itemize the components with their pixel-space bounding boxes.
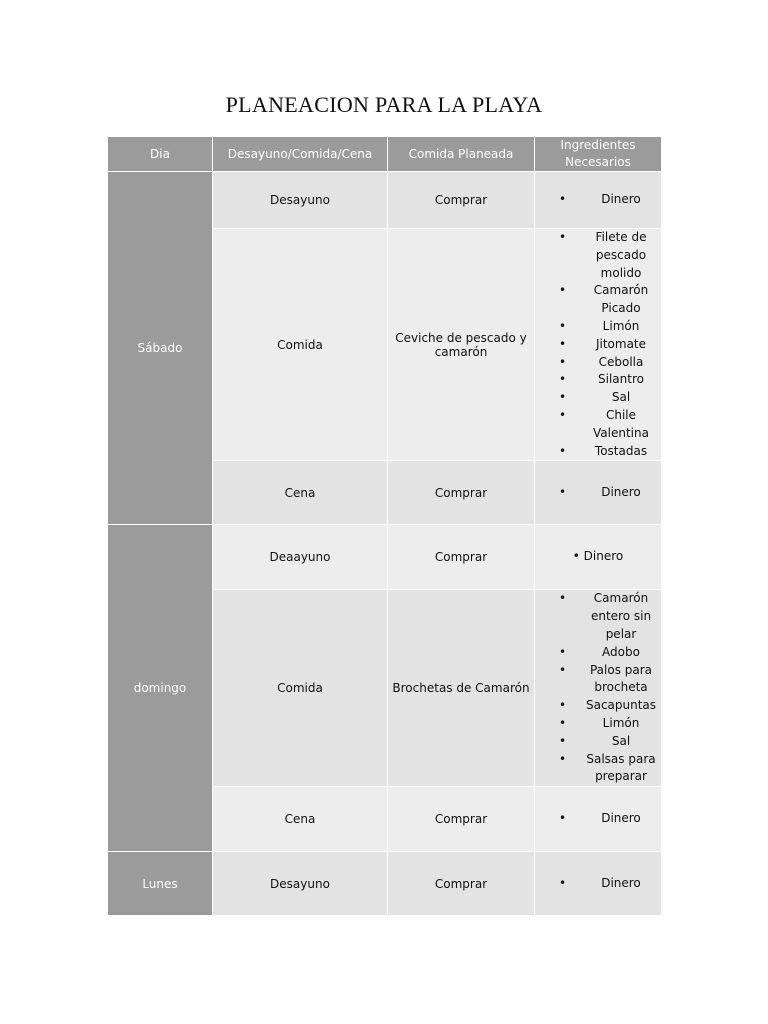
planned-meal-line2: camarón — [434, 344, 488, 359]
header-ingredients — [535, 137, 662, 172]
ingredients-cell — [535, 229, 662, 461]
header-ingredients-line1: Ingredientes — [560, 138, 636, 152]
meal-type-cell: Desayuno — [213, 852, 388, 916]
ingredient-item: • Jitomate — [539, 336, 657, 354]
ingredient-item: • Dinero — [539, 875, 657, 893]
header-meal-type: Desayuno/Comida/Cena — [213, 137, 388, 172]
ingredients-cell — [535, 852, 662, 916]
header-row — [108, 137, 662, 172]
ingredient-item: • Dinero — [539, 484, 657, 502]
meal-type-cell: Cena — [213, 787, 388, 852]
ingredient-item: • Sal — [539, 389, 657, 407]
ingredient-item: • Tostadas — [539, 443, 657, 461]
header-dia: Dia — [108, 137, 213, 172]
ingredients-cell — [535, 787, 662, 852]
ingredient-item: • Chile Valentina — [539, 407, 657, 443]
ingredient-item: • Palos para brocheta — [539, 662, 657, 698]
planned-meal-cell: Brochetas de Camarón — [388, 590, 535, 787]
day-cell-sabado: Sábado — [108, 172, 213, 525]
ingredient-item: • Sacapuntas — [539, 697, 657, 715]
ingredient-list — [539, 810, 657, 828]
ingredients-cell — [535, 590, 662, 787]
ingredient-item: • Dinero — [539, 810, 657, 828]
planned-meal-line1: Ceviche de pescado y — [395, 330, 527, 345]
planned-meal-cell — [388, 229, 535, 461]
meal-type-cell: Cena — [213, 461, 388, 525]
ingredient-item: • Cebolla — [539, 354, 657, 372]
meal-type-cell: Comida — [213, 229, 388, 461]
ingredients-cell — [535, 525, 662, 590]
ingredient-item: • Dinero — [539, 191, 657, 209]
meal-type-cell: Comida — [213, 590, 388, 787]
planned-meal-cell: Comprar — [388, 525, 535, 590]
day-cell-domingo: domingo — [108, 525, 213, 852]
ingredient-item: • Camarón entero sin pelar — [539, 590, 657, 643]
ingredient-item: • Limón — [539, 318, 657, 336]
meal-plan-table — [107, 136, 662, 916]
meal-type-cell: Deaayuno — [213, 525, 388, 590]
ingredient-item: • Silantro — [539, 371, 657, 389]
ingredient-item: • Sal — [539, 733, 657, 751]
planned-meal-cell: Comprar — [388, 172, 535, 229]
ingredient-list — [539, 191, 657, 209]
ingredients-cell — [535, 172, 662, 229]
table-row — [108, 525, 662, 590]
ingredient-list — [539, 875, 657, 893]
planned-meal-cell: Comprar — [388, 852, 535, 916]
table-row — [108, 852, 662, 916]
ingredient-item: • Limón — [539, 715, 657, 733]
meal-type-cell: Desayuno — [213, 172, 388, 229]
day-cell-lunes: Lunes — [108, 852, 213, 916]
ingredients-cell — [535, 461, 662, 525]
planned-meal-cell: Comprar — [388, 787, 535, 852]
planned-meal-cell: Comprar — [388, 461, 535, 525]
ingredient-item: • Filete de pescado molido — [539, 229, 657, 282]
ingredient-item: • Adobo — [539, 644, 657, 662]
page-title: PLANEACION PARA LA PLAYA — [225, 92, 543, 117]
ingredient-list — [539, 548, 657, 566]
ingredient-item: • Camarón Picado — [539, 282, 657, 318]
ingredient-item: • Dinero — [539, 548, 657, 566]
ingredient-list — [539, 229, 657, 460]
ingredient-item: • Salsas para preparar — [539, 751, 657, 787]
ingredient-list — [539, 590, 657, 786]
header-planned-meal: Comida Planeada — [388, 137, 535, 172]
ingredient-list — [539, 484, 657, 502]
table-row — [108, 172, 662, 229]
header-ingredients-line2: Necesarios — [565, 155, 631, 169]
